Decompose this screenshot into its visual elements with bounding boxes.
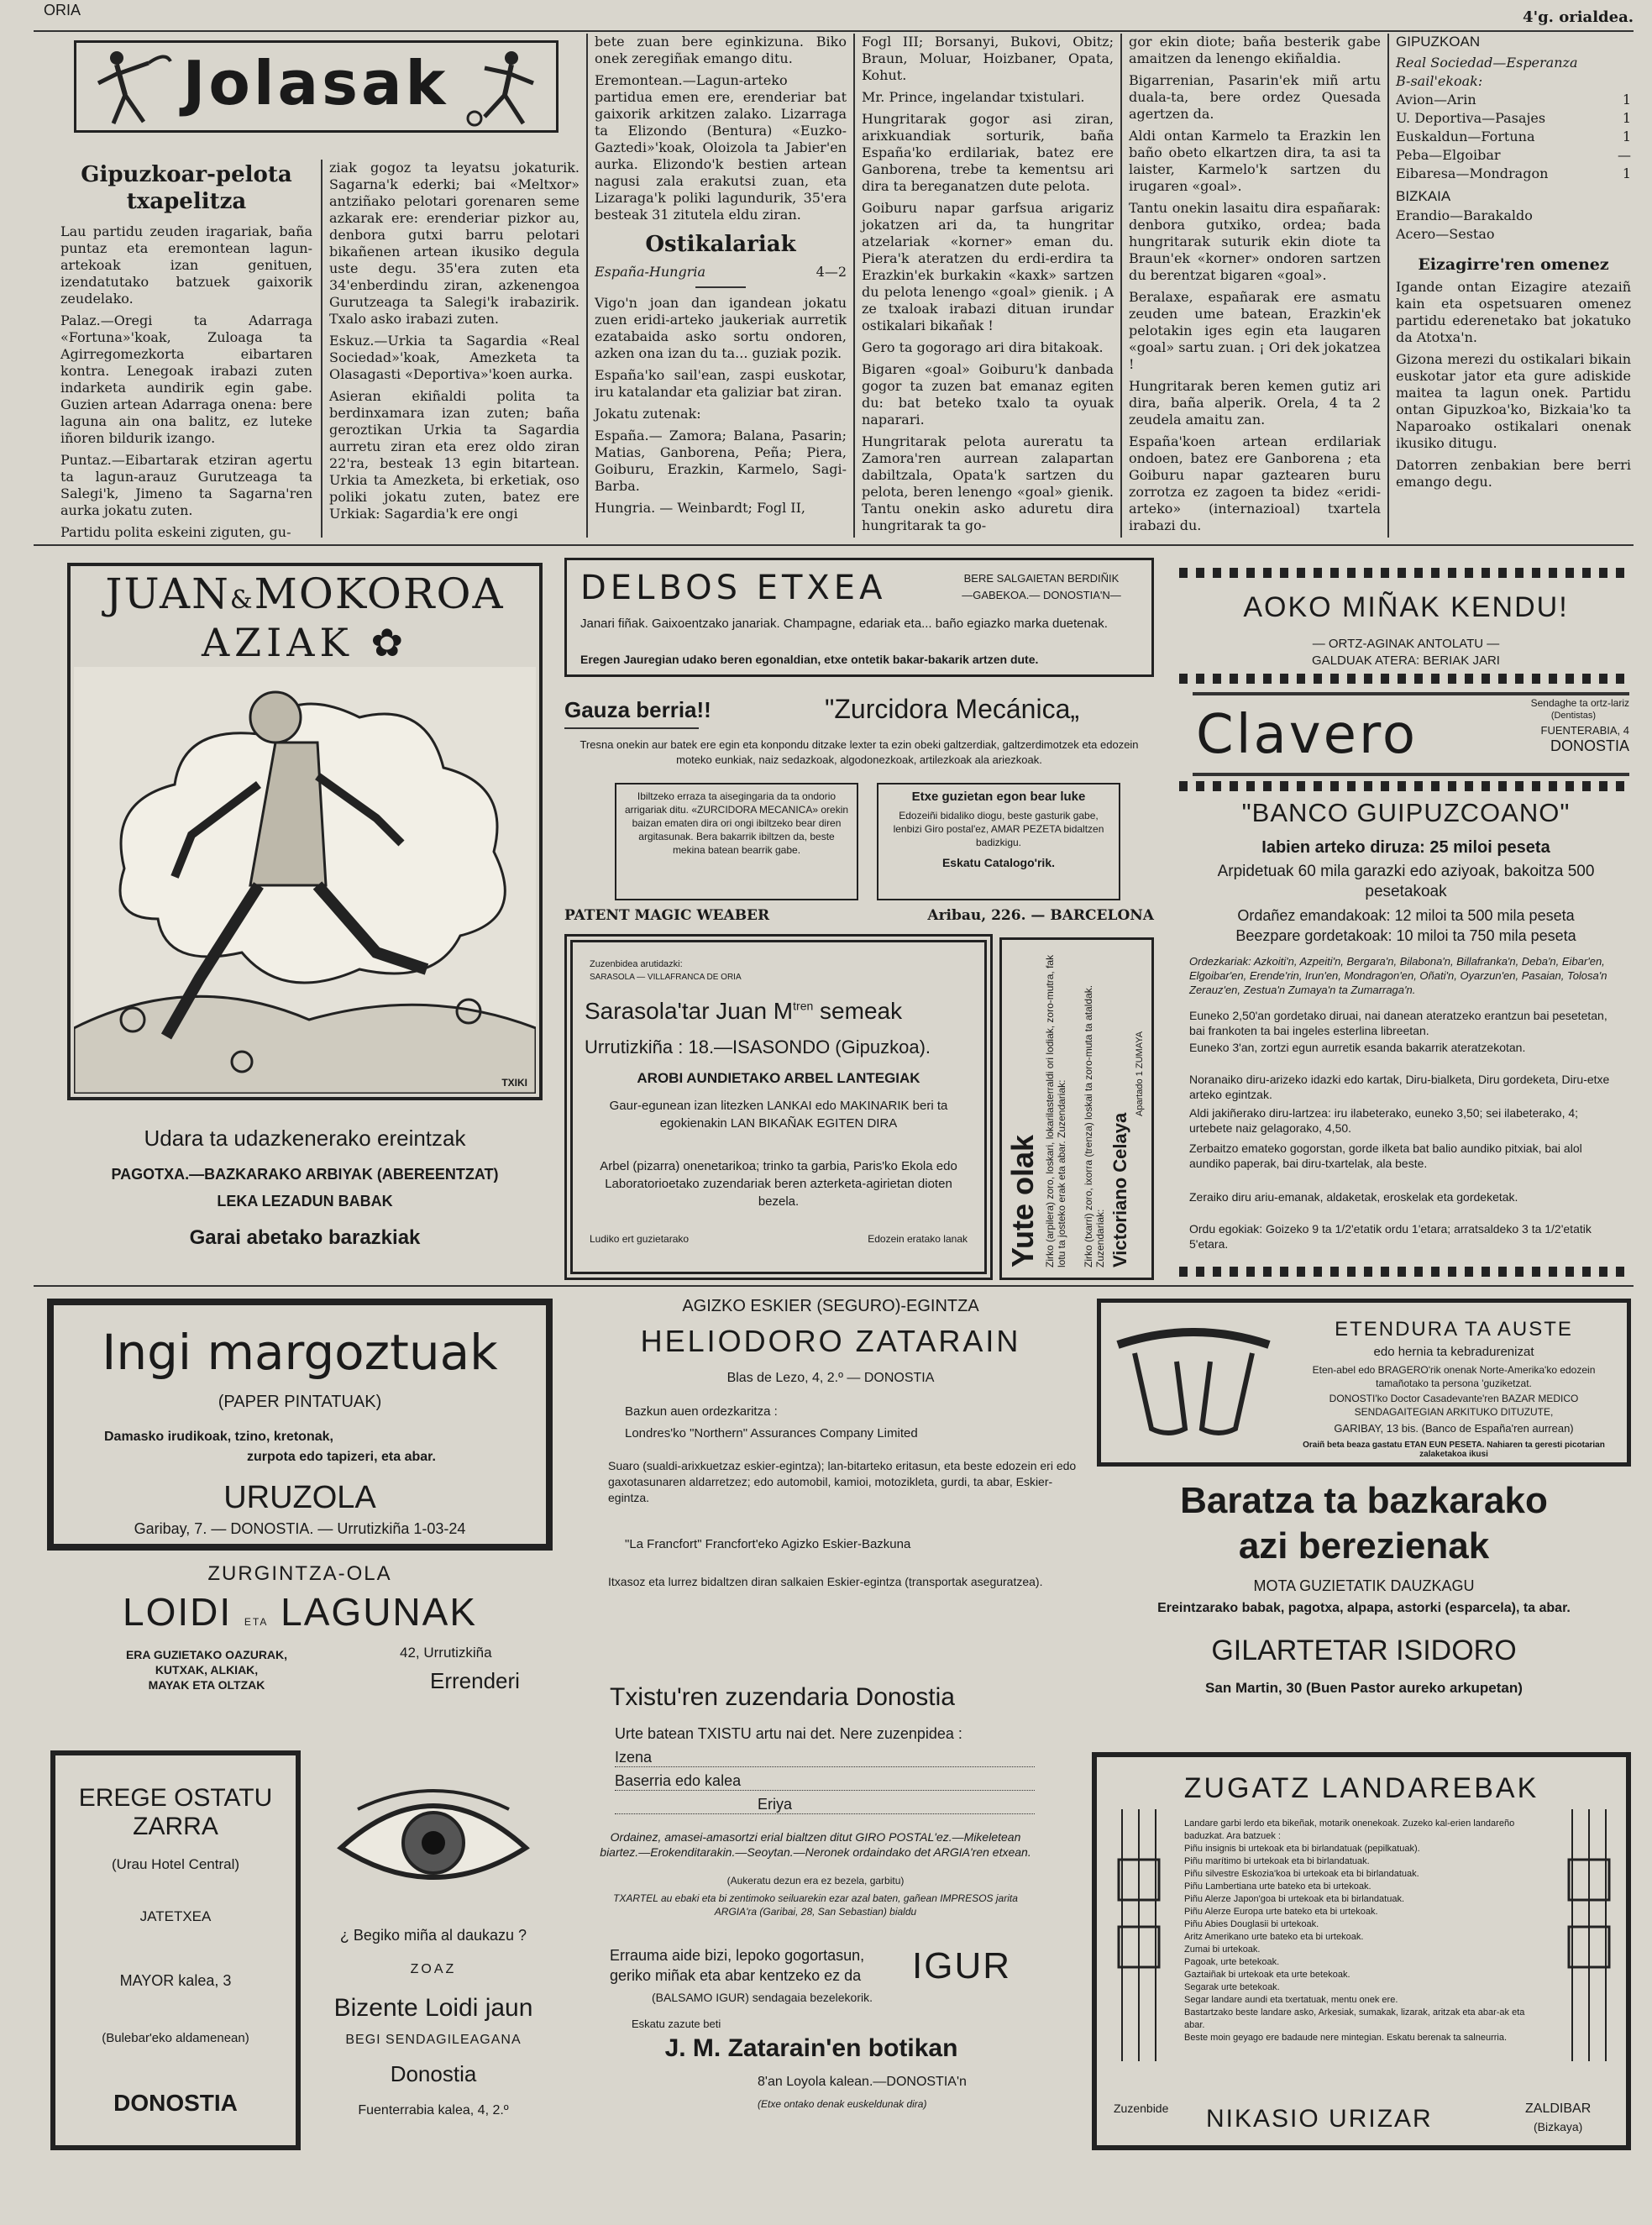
- eye-text: ZOAZ: [410, 1962, 457, 1976]
- banco-text: Euneko 2,50'an gordetako diruai, nai danean ateratzeko erantzun bai pesetetan, bai frankoten ta bai ingeles esterlina libreetan.: [1189, 1009, 1607, 1037]
- heliodoro-text: "La Francfort" Francfort'eko Agizko Eskier-Bazkuna: [625, 1537, 911, 1551]
- baratza-title: Baratza ta bazkarako: [1180, 1480, 1548, 1521]
- clavero-title: Clavero: [1196, 704, 1418, 766]
- loidi-phone: 42, Urrutizkiña: [400, 1645, 492, 1661]
- delbos-text: Eregen Jauregian udako beren egonaldian, etxe ontetik bakar-bakarik artzen dute.: [580, 653, 1039, 666]
- banco-text: Aldi jakiñerako diru-lartzea: iru ilabeterako, euneko 3,50; sei ilabeterako, 4; urtebete naiz gelagorako, 4,50.: [1189, 1106, 1579, 1135]
- ingi-text: Damasko irudikoak, tzino, kretonak,: [104, 1430, 333, 1444]
- list-item: Aritz Amerikano urte bateko eta bi urtekoak.: [1184, 1932, 1364, 1942]
- sarasola-foot: Ludiko ert guzietarako: [590, 1233, 690, 1245]
- list-item: Gaztaiñak bi urtekoak eta urte betekoak.: [1184, 1970, 1350, 1980]
- sarasola-phone: Urrutizkiña : 18.—ISASONDO (Gipuzkoa).: [585, 1036, 931, 1057]
- yute-text: Zirko (txarri) zoro, ixorra (trenza) loskai ta zoro-muta ta ataldak. Zuzendariak:: [1083, 984, 1106, 1267]
- mokoroa-line: PAGOTXA.—BAZKARAKO ARBIYAK (ABEREENTZAT): [111, 1166, 499, 1183]
- zurcidora-teaser: Gauza berria!!: [564, 697, 711, 722]
- etendura-text: Oraiñ beta beaza gastatu ETAN EUN PESETA. Nahiaren ta geresti picotarian zalaketakoa ikusi: [1303, 1440, 1605, 1459]
- zurcidora-ad: [564, 685, 1154, 929]
- box-text: Eskatu Catalogo'rik.: [941, 856, 1056, 869]
- eye-city: Donostia: [390, 2061, 477, 2086]
- list-item: Piñu marítimo bi urtekoak eta bi birlandatuak.: [1184, 1856, 1370, 1866]
- baratza-text: MOTA GUZIETATIK DAUZKAGU: [1253, 1577, 1475, 1594]
- loidi-text: MAYAK ETA OLTZAK: [148, 1678, 265, 1692]
- bizkaia-scores: [1396, 207, 1631, 244]
- score-row: Euskaldun—Fortuna 1: [1396, 129, 1631, 144]
- banco-ad: [1179, 781, 1633, 1277]
- igur-pharmacy: J. M. Zatarain'en botikan: [664, 2034, 958, 2062]
- score-line: Real Sociedad—Esperanza: [1396, 55, 1578, 71]
- list-item: Bastartzako beste landare asko, Arkesiak, sumakak, lizarak, aritzak eta abar-ak eta abar.: [1184, 2007, 1525, 2030]
- etendura-text: DONOSTI'ko Doctor Casadevante'ren BAZAR MEDICO SENDAGAITEGIAN ARKITUKO DITUZUTE,: [1329, 1393, 1579, 1418]
- paragraph: Fogl III; Borsanyi, Bukovi, Obitz; Braun, Moluar, Hoizbaner, Opata, Kohut.: [862, 34, 1114, 83]
- zurcidora-address: Aribau, 226. — BARCELONA: [927, 907, 1154, 924]
- ingi-company: URUZOLA: [223, 1480, 376, 1515]
- ostikalariak-col-6: [1396, 34, 1631, 496]
- zurcidora-box: Ibiltzeko erraza ta aisegingaria da ta ondorio arrigariak ditu. «ZURCIDORA MECANICA» orekin baizan ematen dira ori ongi ibiltzeko bear diren argitasunak. Bera bakarrik ibiltzen da, beste mekina batean bearrik gabe.: [615, 783, 858, 900]
- paragraph: Palaz.—Oregi ta Adarraga «Fortuna»'koak, Zuloaga ta Agirregomezkorta eibartaren kontra. Lenegoak irabazi zuten indarketa aundirik egin gabe. Guzien artean Adarraga onena: bere laguna ain ona balitz, ez luteke iñoren bildurik izango.: [60, 312, 312, 446]
- yute-address: Apartado 1 ZUMAYA: [1135, 1031, 1145, 1116]
- jolasak-col-1: [60, 161, 312, 546]
- score-row: U. Deportiva—Pasajes 1: [1396, 110, 1631, 126]
- paragraph: Aldi ontan Karmelo ta Erazkin len baño obeto elkartzen dira, ta asi ta laister, Karmelo'k sartzen du irugaren «goal».: [1129, 128, 1381, 194]
- jolasak-title: Jolasak: [182, 48, 449, 118]
- banco-branches: Ordezkariak: Azkoiti'n, Azpeiti'n, Bergara'n, Bilabona'n, Billafranka'n, Deba'n, Eibar'en, Elgoibar'en, Erende'rin, Irun'en, Mondragon'en, Oñati'n, Oyarzun'en, Pasaian, Tolosa'n Zerauz'en, Zestua'n Zumaya'n ta Zumarraga'n.: [1189, 955, 1607, 996]
- paragraph: Gizona merezi du ostikalari bikain euskotar jator eta gure adiskide maitea ta lagun onek. Partidu ontan Gipuzkoa'ko, Bizkaia'ko ta Naparoako ostikalari onenak ikusiko ditugu.: [1396, 351, 1631, 451]
- box-title: Etxe guzietan egon bear luke: [911, 790, 1086, 804]
- erege-address: MAYOR kalea, 3: [119, 1972, 232, 1989]
- mokoroa-name-1: JUAN: [105, 569, 230, 618]
- eye-text: BEGI SENDAGILEAGANA: [345, 2033, 522, 2047]
- erege-text: JATETXEA: [139, 1908, 212, 1924]
- baratza-title: azi berezienak: [1238, 1525, 1490, 1566]
- gipuzkoa-scores: [1396, 91, 1631, 183]
- aziak-label: AZIAK: [201, 620, 354, 665]
- etendura-title: ETENDURA TA AUSTE: [1335, 1318, 1573, 1341]
- delbos-ad: [564, 558, 1154, 677]
- erege-text: (Bulebar'eko aldamenean): [102, 2031, 249, 2045]
- paragraph: Hungritarak pelota aureratu ta Zamora'ren aurrean zalapartan dabiltzala, Opata'k sartzen du pelota, beren lenengo «goal» gienik. Tantu onekin asko aduretu dira hungritarak ta go-: [862, 433, 1114, 533]
- list-item: Zumai bi urtekoak.: [1184, 1944, 1261, 1955]
- section-label: BIZKAIA: [1396, 188, 1451, 204]
- sarasola-foot: Edozein eratako lanak: [868, 1233, 968, 1245]
- clavero-ad: [1193, 692, 1629, 776]
- mokoroa-line: Udara ta udazkenerako ereintzak: [144, 1126, 466, 1151]
- heliodoro-ad: [574, 1294, 1087, 1646]
- yute-title: Yute olak: [1005, 1134, 1040, 1267]
- subheading: B-sail'ekoak:: [1396, 73, 1483, 89]
- zugatz-owner: NIKASIO URIZAR: [1206, 2105, 1433, 2133]
- txistu-coupon: [568, 1655, 1055, 1932]
- truss-icon: [1109, 1328, 1277, 1446]
- paragraph: Goiburu napar garfsua arigariz jokatzen ari da, ta hungritar atzelariak «korner» eman du. Piera'k ateratzen du erdi-erdira ta Erazkin'ek burkakin «kaxk» sartzen du pelota lenengo «goal» gienik. ¡ A ze txaloak irabazi dituan irundar ostikalari bikañak !: [862, 200, 1114, 333]
- zugatz-ad: [1092, 1752, 1631, 2150]
- yute-ad: [999, 937, 1154, 1280]
- tree-row-right-icon: [1547, 1809, 1623, 2061]
- loidi-city: Errenderi: [430, 1668, 520, 1693]
- score-row: Erandio—Barakaldo: [1396, 207, 1533, 223]
- paragraph: Hungritarak gogor asi ziran, arixkuandiak sorturik, baña España'ko erdilariak, batez ere Ganborena, trebe ta kementsu ari dira ta bereganatzen dute pelota.: [862, 111, 1114, 194]
- jolasak-banner: [74, 40, 559, 133]
- tree-row-left-icon: [1105, 1809, 1181, 2061]
- heliodoro-text: Londres'ko "Northern" Assurances Company Limited: [625, 1426, 918, 1440]
- sarasola-label: SARASOLA — VILLAFRANCA DE ORIA: [590, 973, 742, 982]
- ostikalariak-col-5: [1129, 34, 1381, 539]
- paragraph: Vigo'n joan dan igandean jokatu zuen eridi-arteko jaukeriak aurretik ezatabaida asko sortu ondoren, azken ona izan du ta... guziak pozik.: [595, 295, 847, 361]
- yute-text: Zirko (arpilera) zoro, loskari, lokarilasterraldi ori lodiak, zoro-mutra, fak lotu ta josteko erak eta abar. Zuzendariak:: [1044, 954, 1067, 1267]
- loidi-name: LAGUNAK: [281, 1590, 478, 1634]
- banco-text: Arpidetuak 60 mila garazki edo aziyoak, bakoitza 500 pesetakoak: [1217, 863, 1595, 900]
- list-item: Landare garbi lerdo eta bikeñak, motarik onenekoak. Zuzeko kal-erien landareño baduzkat. Ara batzuek :: [1184, 1818, 1515, 1841]
- list-item: Piñu Lambertiana urte bateko eta bi urtekoak.: [1184, 1881, 1371, 1892]
- clavero-text: (Dentistas): [1550, 711, 1596, 721]
- paragraph: Igande ontan Eizagire atezaiñ kain eta ospetsuaren omenez partidu ederenetako bat jokatuko da Atotxa'n.: [1396, 279, 1631, 345]
- paragraph: Jokatu zutenak:: [595, 406, 701, 422]
- banco-text: Noranaiko diru-arizeko idazki edo kartak, Diru-bialketa, Diru gordeketa, Diru-etxe arteko egintzak.: [1189, 1073, 1610, 1101]
- etendura-ad: [1097, 1299, 1631, 1467]
- sarasola-text: Gaur-egunean izan litezken LANKAI edo MAKINARIK beri ta egokienakin LAN BIKAÑAK EGITEN DIRA: [609, 1099, 948, 1131]
- banco-text: Euneko 3'an, zortzi egun aurretik esanda bakarrik ateratzekotan.: [1189, 1041, 1526, 1054]
- clavero-address: FUENTERABIA, 4: [1540, 724, 1629, 737]
- txistu-title: Txistu'ren zuzendaria Donostia: [610, 1683, 955, 1711]
- aoko-title: AOKO MIÑAK KENDU!: [1243, 591, 1569, 623]
- ostikalariak-col-4: [862, 34, 1114, 539]
- name-field[interactable]: Izena: [615, 1749, 1035, 1767]
- delbos-title: DELBOS ETXEA: [580, 569, 887, 607]
- zugatz-list: [1184, 1818, 1545, 2044]
- txistu-text: Ordainez, amasei-amasortzi erial bialtzen ditut GIRO POSTAL'ez.—Mikeletean biartez.—Erokenditarakin.—Seoytan.—Neronek ordaindako det ARGIA'ren etxean.: [600, 1830, 1031, 1859]
- pelota-player-icon: [83, 46, 176, 130]
- ingi-title: Ingi margoztuak: [102, 1324, 498, 1381]
- erege-ad: [50, 1750, 301, 2150]
- loidi-text: ERA GUZIETAKO OAZURAK,: [125, 1648, 288, 1661]
- paragraph: Mr. Prince, ingelandar txistulari.: [862, 89, 1085, 105]
- town-field[interactable]: Eriya: [615, 1796, 1035, 1814]
- score-row: Acero—Sestao: [1396, 226, 1495, 242]
- paragraph: Gero ta gogorago ari dira bitakoak.: [862, 339, 1104, 355]
- paragraph: Hungritarak beren kemen gutiz ari dira, baña alperik. Orela, 4 ta 2 zeudela amaitu zan.: [1129, 378, 1381, 428]
- sarasola-text: Arbel (pizarra) onenetarikoa; trinko ta garbia, Paris'ko Ekola edo Laboratorioetako zuzendariak beren azterketa-agirietan dioten bezela.: [600, 1159, 957, 1209]
- igur-brand: IGUR: [912, 1945, 1011, 1986]
- footballer-icon: [461, 46, 553, 130]
- eye-address: Fuenterrabia kalea, 4, 2.º: [358, 2103, 509, 2117]
- jolasak-col-3: [595, 34, 847, 522]
- aoko-text: GALDUAK ATERA: BERIAK JARI: [1312, 653, 1500, 668]
- list-item: Piñu Alerze Japon'goa bi urtekoak eta bi birlandatuak.: [1184, 1894, 1404, 1904]
- banco-title: "BANCO GUIPUZCOANO": [1241, 798, 1571, 827]
- ingi-address: Garibay, 7. — DONOSTIA. — Urrutizkiña 1-03-24: [134, 1520, 466, 1537]
- mokoroa-line: Garai abetako barazkiak: [189, 1226, 421, 1249]
- score-row: Eibaresa—Mondragon 1: [1396, 165, 1631, 181]
- section-label: GIPUZKOAN: [1396, 34, 1481, 50]
- mokoroa-name-2: MOKOROA: [254, 569, 505, 618]
- zurcidora-title: "Zurcidora Mecánica„: [825, 694, 1080, 724]
- igur-text: geriko miñak eta abar kentzeko ez da: [610, 1967, 862, 1984]
- banco-text: Ordañez emandakoak: 12 miloi ta 500 mila peseta: [1237, 907, 1575, 924]
- clavero-city: DONOSTIA: [1550, 737, 1629, 754]
- delbos-text: Janari fiñak. Gaixoentzako janariak. Champagne, edariak eta... baño egiazko marka duetenak.: [580, 617, 1108, 631]
- ingi-text: zurpota edo tapizeri, eta abar.: [247, 1450, 436, 1464]
- paragraph: bete zuan bere eginkizuna. Biko onek zeregiñak emango ditu.: [595, 34, 847, 66]
- erege-city: DONOSTIA: [113, 2090, 238, 2116]
- delbos-tagline: —GABEKOA.— DONOSTIA'N—: [962, 589, 1121, 601]
- etendura-text: Eten-abel edo BRAGERO'rik onenak Norte-Amerika'ko edozein tamañotako ta persona 'guziketzat.: [1312, 1364, 1596, 1389]
- list-item: Piñu insignis bi urtekoak eta bi birlandatuak (pepilkatuak).: [1184, 1844, 1420, 1854]
- ingi-subtitle: (PAPER PINTATUAK): [218, 1393, 382, 1411]
- igur-text: Eskatu zazute beti: [632, 2018, 721, 2030]
- loidi-name: LOIDI: [122, 1590, 233, 1634]
- heliodoro-address: Blas de Lezo, 4, 2.º — DONOSTIA: [726, 1371, 935, 1385]
- loidi-ad: [47, 1559, 553, 1727]
- paragraph: Hungria. — Weinbardt; Fogl II,: [595, 500, 806, 516]
- page-number: 4'g. orialdea.: [1523, 8, 1634, 26]
- txistu-text: (Aukeratu dezun era ez bezela, garbitu): [726, 1875, 905, 1887]
- delbos-tagline: BERE SALGAIETAN BERDIÑIK: [963, 572, 1120, 585]
- paragraph: España.— Zamora; Balana, Pasarin; Matias, Ganborena, Peña; Piera, Goiburu, Erazkin, Karmelo, Sagi-Barba.: [595, 428, 847, 494]
- paragraph: Bigarrenian, Pasarin'ek miñ artu duala-ta, bere ordez Quesada agertzen da.: [1129, 72, 1381, 122]
- zugatz-place: (Bizkaya): [1534, 2120, 1583, 2133]
- sower-illustration: [74, 667, 536, 1094]
- loidi-label: ZURGINTZA-OLA: [207, 1562, 392, 1585]
- zurcidora-text: Tresna onekin aur batek ere egin eta konpondu ditzake lexter ta ezin obeki galtzerdiak, galtzerdimotzek eta edozein moteko eunkiak, naiz sedazkoak, algodonezkoak, artilezkoak ala ariezkoak.: [580, 738, 1139, 766]
- jolasak-col-2: [329, 160, 580, 527]
- mokoroa-illustration-frame: JUAN&MOKOROA AZIAK ✿ TXIKI: [67, 563, 543, 1100]
- paragraph: Partidu polita eskeini ziguten, gu-: [60, 524, 291, 540]
- paragraph: Bigaren «goal» Goiburu'k danbada gogor ta zuzen bat emanaz egiten du: bat beteko txalo ta oyuak naparari.: [862, 361, 1114, 428]
- zugatz-label: Zuzenbide: [1114, 2102, 1169, 2115]
- paragraph: ziak gogoz ta leyatsu jokaturik. Sagarna'k ederki; bai «Meltxor» antziñako pelotari gorenaren seme azkarak ere: erenderiar pizkor au, denbora gutxi barru pelotari bikañenen artean ikusiko degula uste degu. 35'era zuten eta 34'enberdindu ziran, azkenengoa Gurutzeaga ta Salegi'k irabazirik. Txalo asko irabazi zuten.: [329, 160, 580, 327]
- etendura-address: GARIBAY, 13 bis. (Banco de España'ren aurrean): [1334, 1422, 1574, 1435]
- banco-text: Zerbaitzo emateko gogorstan, gorde ilketa bat balio aundiko pitxiak, bai alol aundiko paperak, bai diru-txartelak, ala beste.: [1189, 1141, 1582, 1170]
- ostikalariak-headline: Ostikalariak: [645, 232, 796, 257]
- baratza-address: San Martin, 30 (Buen Pastor aureko arkupetan): [1205, 1680, 1523, 1696]
- igur-note: (Etxe ontako denak euskeldunak dira): [758, 2098, 927, 2110]
- baratza-text: Ereintzarako babak, pagotxa, alpapa, astorki (esparcela), ta abar.: [1157, 1601, 1571, 1615]
- aoko-ad: [1179, 558, 1633, 684]
- paragraph: España'koen artean erdilariak ondoen, batez ere Ganborena ; eta Goiburu napar gaztearen buru zorrotza ez zagoen ta bidez «eridi-arteko» (internazioal) txartela irabazi du.: [1129, 433, 1381, 533]
- paragraph: Eskuz.—Urkia ta Sagardia «Real Sociedad»'koak, Amezketa ta Olasagasti «Deportiva»'koen aurka.: [329, 333, 580, 382]
- heliodoro-text: Bazkun auen ordezkaritza :: [625, 1404, 778, 1419]
- ampersand: &: [229, 585, 254, 615]
- list-item: Beste moin geyago ere badaude nere mintegian. Eskatu berenak ta salneurria.: [1184, 2033, 1508, 2043]
- eta-label: ETA: [244, 1616, 269, 1628]
- txistu-text: TXARTEL au ebaki eta bi zentimoko seiluarekin ezar azal baten, gañean IMPRESOS jarita ARGIA'ra (Garibai, 28, San Sebastian) bialdu: [613, 1892, 1018, 1918]
- pelota-headline: Gipuzkoar-pelota txapelitza: [81, 162, 292, 214]
- clavero-text: Sendaghe ta ortz-lariz: [1530, 697, 1629, 709]
- eye-question: ¿ Begiko miña al daukazu ?: [339, 1927, 527, 1944]
- artist-signature: TXIKI: [501, 1077, 527, 1089]
- zurcidora-patent: PATENT MAGIC WEABER: [564, 907, 770, 924]
- sarasola-label: Zuzenbidea arutidazki:: [590, 959, 683, 969]
- paragraph: Eremontean.—Lagun-arteko partidua emen ere, erenderiar bat gaixorik arkitzen zalako. Lizarraga ta Elizondo (Bentura) «Euzko-Gaztedi»'koak, Oloizola ta Jabier'en aurka. Elizondo'k bestien artean nagusi zala erakutsi zuan, eta Lizaraga'k poliki lagundurik, 35'era besteak 31 zitutela eldu ziran.: [595, 72, 847, 223]
- score-row: Avion—Arin 1: [1396, 92, 1631, 108]
- zugatz-place: ZALDIBAR: [1525, 2102, 1592, 2116]
- paragraph: Tantu onekin lasaitu dira españarak: denbora gutxiko, ordea; bada hungritarak suturik ekin diote ta Braun'ek «korner» ondoren sartzen du berentzat bigaren «goal».: [1129, 200, 1381, 283]
- baratza-owner: GILARTETAR ISIDORO: [1211, 1635, 1517, 1666]
- igur-address: 8'an Loyola kalean.—DONOSTIA'n: [758, 2075, 967, 2089]
- heliodoro-title: HELIODORO ZATARAIN: [640, 1324, 1021, 1358]
- eye-doctor-name: Bizente Loidi jaun: [333, 1994, 533, 2022]
- sarasola-ad: [564, 934, 993, 1280]
- omenez-headline: Eizagirre'ren omenez: [1418, 255, 1609, 274]
- sarasola-text: AROBI AUNDIETAKO ARBEL LANTEGIAK: [637, 1070, 920, 1086]
- erege-subtitle: (Urau Hotel Central): [111, 1856, 240, 1872]
- zurcidora-box: [877, 783, 1120, 900]
- address-field[interactable]: Baserria edo kalea: [615, 1772, 1035, 1791]
- loidi-text: KUTXAK, ALKIAK,: [155, 1663, 259, 1677]
- list-item: Piñu Alerze Europa urte bateko eta bi urtekoak.: [1184, 1907, 1378, 1917]
- baratza-ad: [1097, 1475, 1631, 1740]
- heliodoro-label: AGIZKO ESKIER (SEGURO)-EGINTZA: [682, 1297, 979, 1315]
- score-row: Peba—Elgoibar —: [1396, 147, 1631, 163]
- ingi-ad: [47, 1299, 553, 1551]
- paragraph: Puntaz.—Eibartarak etziran agertu ta lagun-arauz Gurutzeaga ta Salegi'k, Jimeno ta Sagarna'ren aurka jokatu zuten.: [60, 452, 312, 518]
- heliodoro-text: Suaro (sualdi-arixkuetzaz eskier-egintza); lan-bitarteko eritasun, eta beste edozein eri edo gaxotasunaren aldarretzez; edo automobil, kamioi, motozikleta, gurdi, ta abar, Eskier-egintza.: [608, 1459, 1077, 1504]
- paragraph: Lau partidu zeuden iragariak, baña puntaz eta eremontean lagun-artekoak izan genituen, izendatutako batzuek gaixorik zeudelako.: [60, 223, 312, 307]
- list-item: Segarak urte betekoak.: [1184, 1982, 1280, 1992]
- list-item: Segar landare aundi eta txertatuak, mentu onek ere.: [1184, 1995, 1398, 2005]
- igur-text: Errauma aide bizi, lepoko gogortasun,: [610, 1947, 865, 1964]
- etendura-subtitle: edo hernia ta kebradurenizat: [1373, 1345, 1534, 1359]
- igur-text: (BALSAMO IGUR) sendagaia bezelekorik.: [652, 1991, 873, 2004]
- mokoroa-ad: [57, 558, 553, 1255]
- banco-text: Beezpare gordetakoak: 10 miloi ta 750 mila peseta: [1235, 927, 1576, 944]
- eye-icon: [333, 1772, 534, 1898]
- list-item: Piñu silvestre Eskozia'koa bi urtekoak eta bi birlandatuak.: [1184, 1869, 1419, 1879]
- paragraph: Beralaxe, españarak ere asmatu zeuden ume batean, Erazkin'ek pelotakin iges egin eta laugaren «goal» sartu zuan. ¡ Ori dek jokatzea !: [1129, 289, 1381, 372]
- aoko-text: — ORTZ-AGINAK ANTOLATU —: [1312, 637, 1500, 651]
- yute-owner: Victoriano Celaya: [1109, 1112, 1130, 1267]
- list-item: Piñu Abies Douglasii bi urtekoak.: [1184, 1919, 1319, 1929]
- score-line: España-Hungria 4—2: [595, 264, 847, 280]
- banco-hours: Ordu egokiak: Goizeko 9 ta 1/2'etatik ordu 1'etara; arratsaldeko 3 ta 1/2'etatik 5'etara.: [1189, 1222, 1592, 1251]
- mokoroa-line: LEKA LEZADUN BABAK: [217, 1193, 393, 1210]
- paragraph: Asieran ekiñaldi polita ta berdinxamara izan zuten; baña geroztikan Urkia ta Sagardia aurretu ziran eta erez oldo ziran 22'ra, besteak 13 egin bitartean. Urkia ta Amezketa, bi erketiak, oso poliki jokatu zuten, batez ere Urkiak: Sagardia'k ere ongi: [329, 388, 580, 522]
- list-item: Pagoak, urte betekoak.: [1184, 1957, 1280, 1967]
- txistu-text: Urte batean TXISTU artu nai det. Nere zuzenpidea :: [615, 1725, 962, 1742]
- eye-doctor-ad: [307, 1734, 559, 2154]
- paragraph: España'ko sail'ean, zaspi euskotar, iru katalandar eta galiziar bat ziran.: [595, 367, 847, 400]
- box-text: Edozeiñi bidaliko diogu, beste gasturik gabe, lenbizi Giro postal'ez, AMAR PEZETA bidaltzen badizkigu.: [893, 810, 1104, 848]
- heliodoro-text: Itxasoz eta lurrez bidaltzen diran salkaien Eskier-egintza (transportak aseguratzea).: [608, 1575, 1043, 1588]
- erege-title: EREGE OSTATU ZARRA: [78, 1784, 273, 1840]
- banco-capital: Iabien arteko diruza: 25 miloi peseta: [1261, 838, 1550, 857]
- banco-text: Zeraiko diru ariu-emanak, aldaketak, eroskelak eta gordeketak.: [1189, 1190, 1518, 1204]
- igur-ad: [568, 1932, 1055, 2142]
- zugatz-title: ZUGATZ LANDAREBAK: [1183, 1772, 1539, 1804]
- paragraph: gor ekin diote; baña besterik gabe amaitzen da lenengo ekiñaldia.: [1129, 34, 1381, 66]
- sarasola-title: Sarasola'tar Juan $M^{tren}$ semeak: [585, 998, 903, 1024]
- page-header-left: ORIA: [44, 2, 81, 18]
- paragraph: Datorren zenbakian bere berri emango degu.: [1396, 457, 1631, 490]
